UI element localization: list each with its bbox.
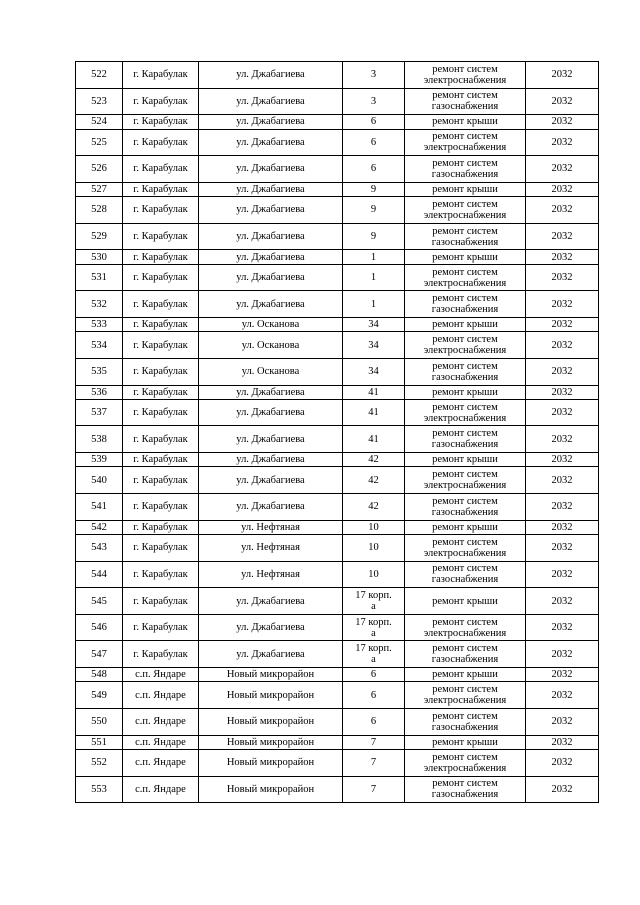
locality-cell: г. Карабулак [123,197,199,224]
house-cell: 6 [343,115,405,129]
table-row [76,453,599,467]
locality-cell: с.п. Яндаре [123,709,199,736]
year-cell: 2032 [526,776,599,803]
street-cell: ул. Осканова [199,332,343,359]
table-row [76,129,599,156]
work-type-cell: ремонт крыши [405,735,526,749]
house-cell: 34 [343,317,405,331]
table-row [76,588,599,615]
year-cell: 2032 [526,62,599,89]
work-type-cell: ремонт систем электроснабжения [405,197,526,224]
street-cell: Новый микрорайон [199,749,343,776]
work-type-cell: ремонт крыши [405,317,526,331]
year-cell: 2032 [526,520,599,534]
row-number: 532 [76,291,123,318]
street-cell: ул. Осканова [199,317,343,331]
house-cell: 41 [343,385,405,399]
table-row [76,426,599,453]
house-cell: 42 [343,494,405,521]
street-cell: ул. Джабагиева [199,250,343,264]
house-cell: 10 [343,535,405,562]
table-row [76,494,599,521]
row-number: 539 [76,453,123,467]
year-cell: 2032 [526,197,599,224]
year-cell: 2032 [526,385,599,399]
locality-cell: г. Карабулак [123,385,199,399]
house-cell: 6 [343,668,405,682]
locality-cell: г. Карабулак [123,399,199,426]
work-type-cell: ремонт систем электроснабжения [405,264,526,291]
street-cell: Новый микрорайон [199,735,343,749]
locality-cell: г. Карабулак [123,561,199,588]
work-type-cell: ремонт систем газоснабжения [405,776,526,803]
street-cell: ул. Джабагиева [199,156,343,183]
table-row [76,399,599,426]
work-type-cell: ремонт крыши [405,250,526,264]
house-cell: 6 [343,682,405,709]
work-type-cell: ремонт систем газоснабжения [405,561,526,588]
row-number: 548 [76,668,123,682]
locality-cell: г. Карабулак [123,115,199,129]
row-number: 544 [76,561,123,588]
work-type-cell: ремонт систем электроснабжения [405,614,526,641]
work-type-cell: ремонт систем газоснабжения [405,641,526,668]
year-cell: 2032 [526,182,599,196]
locality-cell: г. Карабулак [123,291,199,318]
house-cell: 41 [343,399,405,426]
locality-cell: г. Карабулак [123,467,199,494]
table-row [76,520,599,534]
year-cell: 2032 [526,291,599,318]
locality-cell: с.п. Яндаре [123,668,199,682]
row-number: 550 [76,709,123,736]
year-cell: 2032 [526,129,599,156]
year-cell: 2032 [526,399,599,426]
row-number: 536 [76,385,123,399]
street-cell: ул. Джабагиева [199,88,343,115]
work-type-cell: ремонт систем газоснабжения [405,156,526,183]
locality-cell: г. Карабулак [123,62,199,89]
work-type-cell: ремонт крыши [405,385,526,399]
year-cell: 2032 [526,494,599,521]
house-cell: 17 корп. а [343,588,405,615]
row-number: 534 [76,332,123,359]
street-cell: ул. Джабагиева [199,494,343,521]
row-number: 549 [76,682,123,709]
repair-schedule-table [75,61,599,803]
house-cell: 17 корп. а [343,641,405,668]
locality-cell: с.п. Яндаре [123,749,199,776]
house-cell: 6 [343,129,405,156]
street-cell: ул. Нефтяная [199,535,343,562]
work-type-cell: ремонт систем газоснабжения [405,494,526,521]
work-type-cell: ремонт крыши [405,115,526,129]
street-cell: ул. Джабагиева [199,197,343,224]
work-type-cell: ремонт систем электроснабжения [405,467,526,494]
row-number: 538 [76,426,123,453]
table-row [76,358,599,385]
street-cell: ул. Джабагиева [199,399,343,426]
house-cell: 7 [343,776,405,803]
street-cell: ул. Джабагиева [199,115,343,129]
house-cell: 9 [343,182,405,196]
locality-cell: г. Карабулак [123,588,199,615]
street-cell: ул. Джабагиева [199,453,343,467]
year-cell: 2032 [526,749,599,776]
row-number: 545 [76,588,123,615]
street-cell: ул. Нефтяная [199,520,343,534]
row-number: 525 [76,129,123,156]
year-cell: 2032 [526,317,599,331]
table-row [76,156,599,183]
year-cell: 2032 [526,535,599,562]
work-type-cell: ремонт систем электроснабжения [405,62,526,89]
house-cell: 17 корп. а [343,614,405,641]
table-body [76,62,599,803]
house-cell: 6 [343,156,405,183]
locality-cell: г. Карабулак [123,453,199,467]
table-row [76,749,599,776]
house-cell: 7 [343,749,405,776]
work-type-cell: ремонт систем электроснабжения [405,332,526,359]
row-number: 537 [76,399,123,426]
year-cell: 2032 [526,641,599,668]
locality-cell: г. Карабулак [123,641,199,668]
locality-cell: с.п. Яндаре [123,735,199,749]
street-cell: ул. Джабагиева [199,223,343,250]
street-cell: ул. Джабагиева [199,129,343,156]
table-row [76,115,599,129]
work-type-cell: ремонт систем газоснабжения [405,291,526,318]
year-cell: 2032 [526,709,599,736]
year-cell: 2032 [526,332,599,359]
year-cell: 2032 [526,735,599,749]
street-cell: ул. Джабагиева [199,62,343,89]
table-row [76,709,599,736]
year-cell: 2032 [526,614,599,641]
table-row [76,332,599,359]
row-number: 531 [76,264,123,291]
table-row [76,385,599,399]
locality-cell: с.п. Яндаре [123,682,199,709]
year-cell: 2032 [526,668,599,682]
row-number: 552 [76,749,123,776]
locality-cell: г. Карабулак [123,264,199,291]
table-row [76,467,599,494]
house-cell: 3 [343,88,405,115]
street-cell: ул. Джабагиева [199,588,343,615]
row-number: 528 [76,197,123,224]
year-cell: 2032 [526,426,599,453]
table-row [76,682,599,709]
table-row [76,735,599,749]
street-cell: Новый микрорайон [199,682,343,709]
row-number: 542 [76,520,123,534]
street-cell: ул. Джабагиева [199,614,343,641]
locality-cell: г. Карабулак [123,614,199,641]
work-type-cell: ремонт крыши [405,520,526,534]
year-cell: 2032 [526,250,599,264]
year-cell: 2032 [526,682,599,709]
house-cell: 34 [343,332,405,359]
work-type-cell: ремонт систем электроснабжения [405,749,526,776]
row-number: 547 [76,641,123,668]
row-number: 524 [76,115,123,129]
locality-cell: г. Карабулак [123,332,199,359]
row-number: 553 [76,776,123,803]
house-cell: 7 [343,735,405,749]
year-cell: 2032 [526,115,599,129]
table-row [76,223,599,250]
house-cell: 42 [343,453,405,467]
work-type-cell: ремонт крыши [405,668,526,682]
table-row [76,182,599,196]
locality-cell: г. Карабулак [123,520,199,534]
row-number: 522 [76,62,123,89]
table-row [76,668,599,682]
locality-cell: г. Карабулак [123,358,199,385]
work-type-cell: ремонт систем газоснабжения [405,223,526,250]
locality-cell: г. Карабулак [123,250,199,264]
year-cell: 2032 [526,453,599,467]
house-cell: 34 [343,358,405,385]
row-number: 551 [76,735,123,749]
locality-cell: г. Карабулак [123,535,199,562]
work-type-cell: ремонт систем газоснабжения [405,426,526,453]
table-row [76,776,599,803]
table-row [76,197,599,224]
year-cell: 2032 [526,223,599,250]
street-cell: Новый микрорайон [199,709,343,736]
year-cell: 2032 [526,88,599,115]
house-cell: 9 [343,223,405,250]
work-type-cell: ремонт систем газоснабжения [405,709,526,736]
house-cell: 42 [343,467,405,494]
year-cell: 2032 [526,467,599,494]
street-cell: ул. Нефтяная [199,561,343,588]
work-type-cell: ремонт крыши [405,453,526,467]
work-type-cell: ремонт систем газоснабжения [405,88,526,115]
row-number: 523 [76,88,123,115]
street-cell: ул. Джабагиева [199,291,343,318]
year-cell: 2032 [526,358,599,385]
row-number: 540 [76,467,123,494]
street-cell: ул. Осканова [199,358,343,385]
locality-cell: с.п. Яндаре [123,776,199,803]
table-row [76,291,599,318]
house-cell: 1 [343,250,405,264]
work-type-cell: ремонт крыши [405,182,526,196]
row-number: 543 [76,535,123,562]
row-number: 535 [76,358,123,385]
row-number: 527 [76,182,123,196]
row-number: 529 [76,223,123,250]
street-cell: ул. Джабагиева [199,426,343,453]
locality-cell: г. Карабулак [123,494,199,521]
table-row [76,88,599,115]
work-type-cell: ремонт систем электроснабжения [405,682,526,709]
house-cell: 1 [343,291,405,318]
street-cell: ул. Джабагиева [199,385,343,399]
house-cell: 6 [343,709,405,736]
table-row [76,614,599,641]
street-cell: Новый микрорайон [199,668,343,682]
street-cell: ул. Джабагиева [199,467,343,494]
street-cell: Новый микрорайон [199,776,343,803]
street-cell: ул. Джабагиева [199,182,343,196]
row-number: 530 [76,250,123,264]
table-row [76,62,599,89]
row-number: 546 [76,614,123,641]
locality-cell: г. Карабулак [123,88,199,115]
year-cell: 2032 [526,561,599,588]
work-type-cell: ремонт систем электроснабжения [405,129,526,156]
work-type-cell: ремонт систем электроснабжения [405,399,526,426]
house-cell: 3 [343,62,405,89]
table-row [76,561,599,588]
street-cell: ул. Джабагиева [199,641,343,668]
year-cell: 2032 [526,264,599,291]
locality-cell: г. Карабулак [123,223,199,250]
locality-cell: г. Карабулак [123,156,199,183]
table-row [76,535,599,562]
table-row [76,250,599,264]
table-row [76,264,599,291]
row-number: 526 [76,156,123,183]
row-number: 533 [76,317,123,331]
year-cell: 2032 [526,588,599,615]
work-type-cell: ремонт крыши [405,588,526,615]
year-cell: 2032 [526,156,599,183]
locality-cell: г. Карабулак [123,129,199,156]
house-cell: 10 [343,561,405,588]
locality-cell: г. Карабулак [123,182,199,196]
street-cell: ул. Джабагиева [199,264,343,291]
row-number: 541 [76,494,123,521]
house-cell: 9 [343,197,405,224]
house-cell: 1 [343,264,405,291]
locality-cell: г. Карабулак [123,426,199,453]
table-row [76,641,599,668]
house-cell: 10 [343,520,405,534]
house-cell: 41 [343,426,405,453]
locality-cell: г. Карабулак [123,317,199,331]
work-type-cell: ремонт систем электроснабжения [405,535,526,562]
table-row [76,317,599,331]
work-type-cell: ремонт систем газоснабжения [405,358,526,385]
